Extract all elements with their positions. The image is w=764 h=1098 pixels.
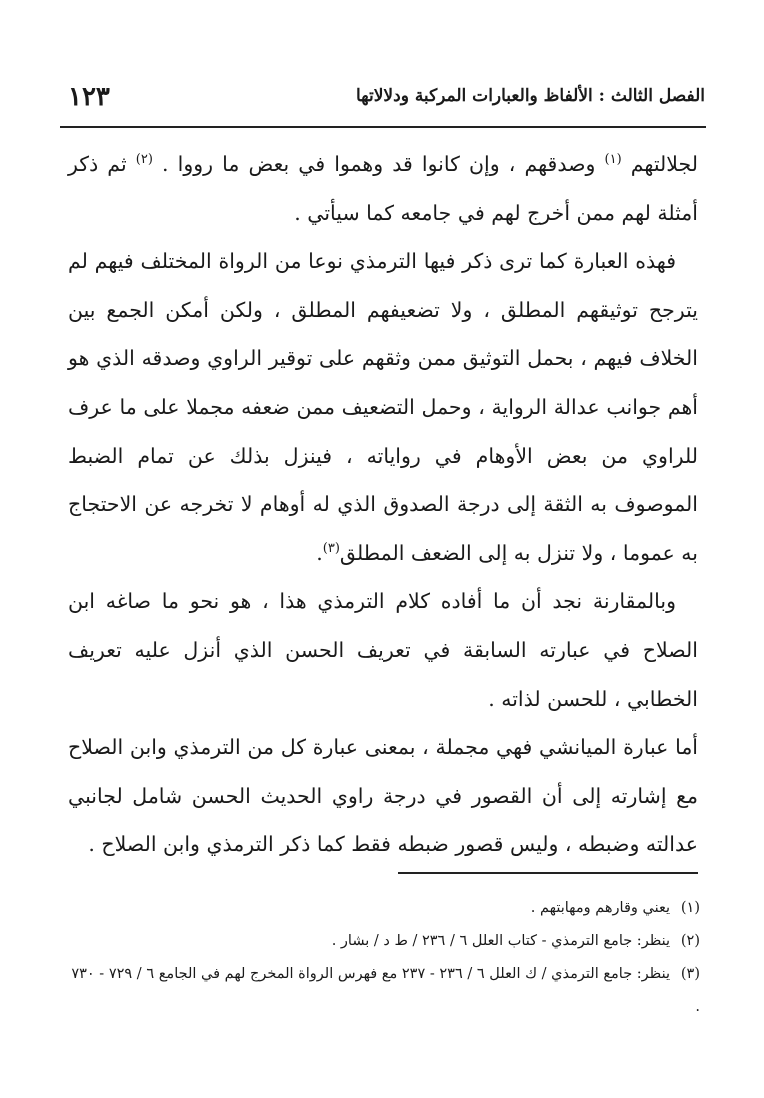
paragraph xyxy=(68,577,698,723)
paragraph-text: ثم ذكر أمثلة لهم ممن أخرج لهم في جامعه كما سيأتي . xyxy=(68,152,698,225)
paragraph-text: أما عبارة الميانشي فهي مجملة ، بمعنى عبارة كل من الترمذي وابن الصلاح مع إشارته إلى أن القصور في درجة راوي الحديث الحسن شامل لجانبي عدالته وضبطه ، وليس قصور ضبطه فقط كما ذكر الترمذي وابن الصلاح . xyxy=(68,735,698,857)
paragraph xyxy=(68,237,698,577)
footnote-item xyxy=(68,958,700,1024)
footnote-item xyxy=(68,925,700,958)
paragraph-text: وبالمقارنة نجد أن ما أفاده كلام الترمذي هذا ، هو نحو ما صاغه ابن الصلاح في عبارته السابقة في تعريف الحسن الذي أنزل عليه تعريف الخطابي ، للحسن لذاته . xyxy=(68,589,698,711)
chapter-title: الفصل الثالث : الألفاظ والعبارات المركبة ودلالاتها xyxy=(355,86,705,106)
footnote-text: يعني وقارهم ومهابتهم . xyxy=(530,900,670,916)
footnote-reference: (٣) xyxy=(322,540,340,556)
main-text xyxy=(68,140,698,869)
footnote-text: ينظر: جامع الترمذي - كتاب العلل ٦ / ٢٣٦ / ط د / بشار . xyxy=(331,933,670,949)
footnote-number: (٢) xyxy=(680,933,700,949)
footnote-text: ينظر: جامع الترمذي / ك العلل ٦ / ٢٣٦ - ٢٣٧ مع فهرس الرواة المخرج لهم في الجامع ٦ / ٧٢٩ - ٧٣٠ . xyxy=(71,966,700,1015)
paragraph-text: لجلالتهم xyxy=(621,152,698,176)
paragraph xyxy=(68,140,698,237)
page-number: ١٢٣ xyxy=(68,82,110,112)
footnote-item xyxy=(68,892,700,925)
running-header xyxy=(60,82,705,118)
footnote-number: (٣) xyxy=(680,966,700,982)
paragraph-text: وصدقهم ، وإن كانوا قد وهموا في بعض ما رووا . xyxy=(152,152,605,176)
footnote-number: (١) xyxy=(680,900,700,916)
header-rule xyxy=(60,126,706,128)
footnotes xyxy=(68,892,700,1024)
footnote-separator xyxy=(398,872,698,874)
footnote-reference: (٢) xyxy=(135,152,153,168)
paragraph-text: فهذه العبارة كما ترى ذكر فيها الترمذي نوعا من الرواة المختلف فيهم لم يترجح توثيقهم المطلق ، ولا تضعيفهم المطلق ، ولكن أمكن الجمع بين الخلاف فيهم ، بحمل التوثيق ممن وثقهم على توقير الراوي وصدقه الذي هو أهم جوانب عدالة الرواية ، وحمل التضعيف ممن ضعفه مجملا على ما عرف للراوي من بعض الأوهام في رواياته ، فينزل بذلك عن تمام الضبط الموصوف به الثقة إلى درجة الصدوق الذي له أوهام لا تخرجه عن الاحتجاج به عموما ، ولا تنزل به إلى الضعف المطلق xyxy=(68,249,698,565)
paragraph xyxy=(68,723,698,869)
footnote-reference: (١) xyxy=(604,152,622,168)
paragraph-text: . xyxy=(316,540,323,565)
